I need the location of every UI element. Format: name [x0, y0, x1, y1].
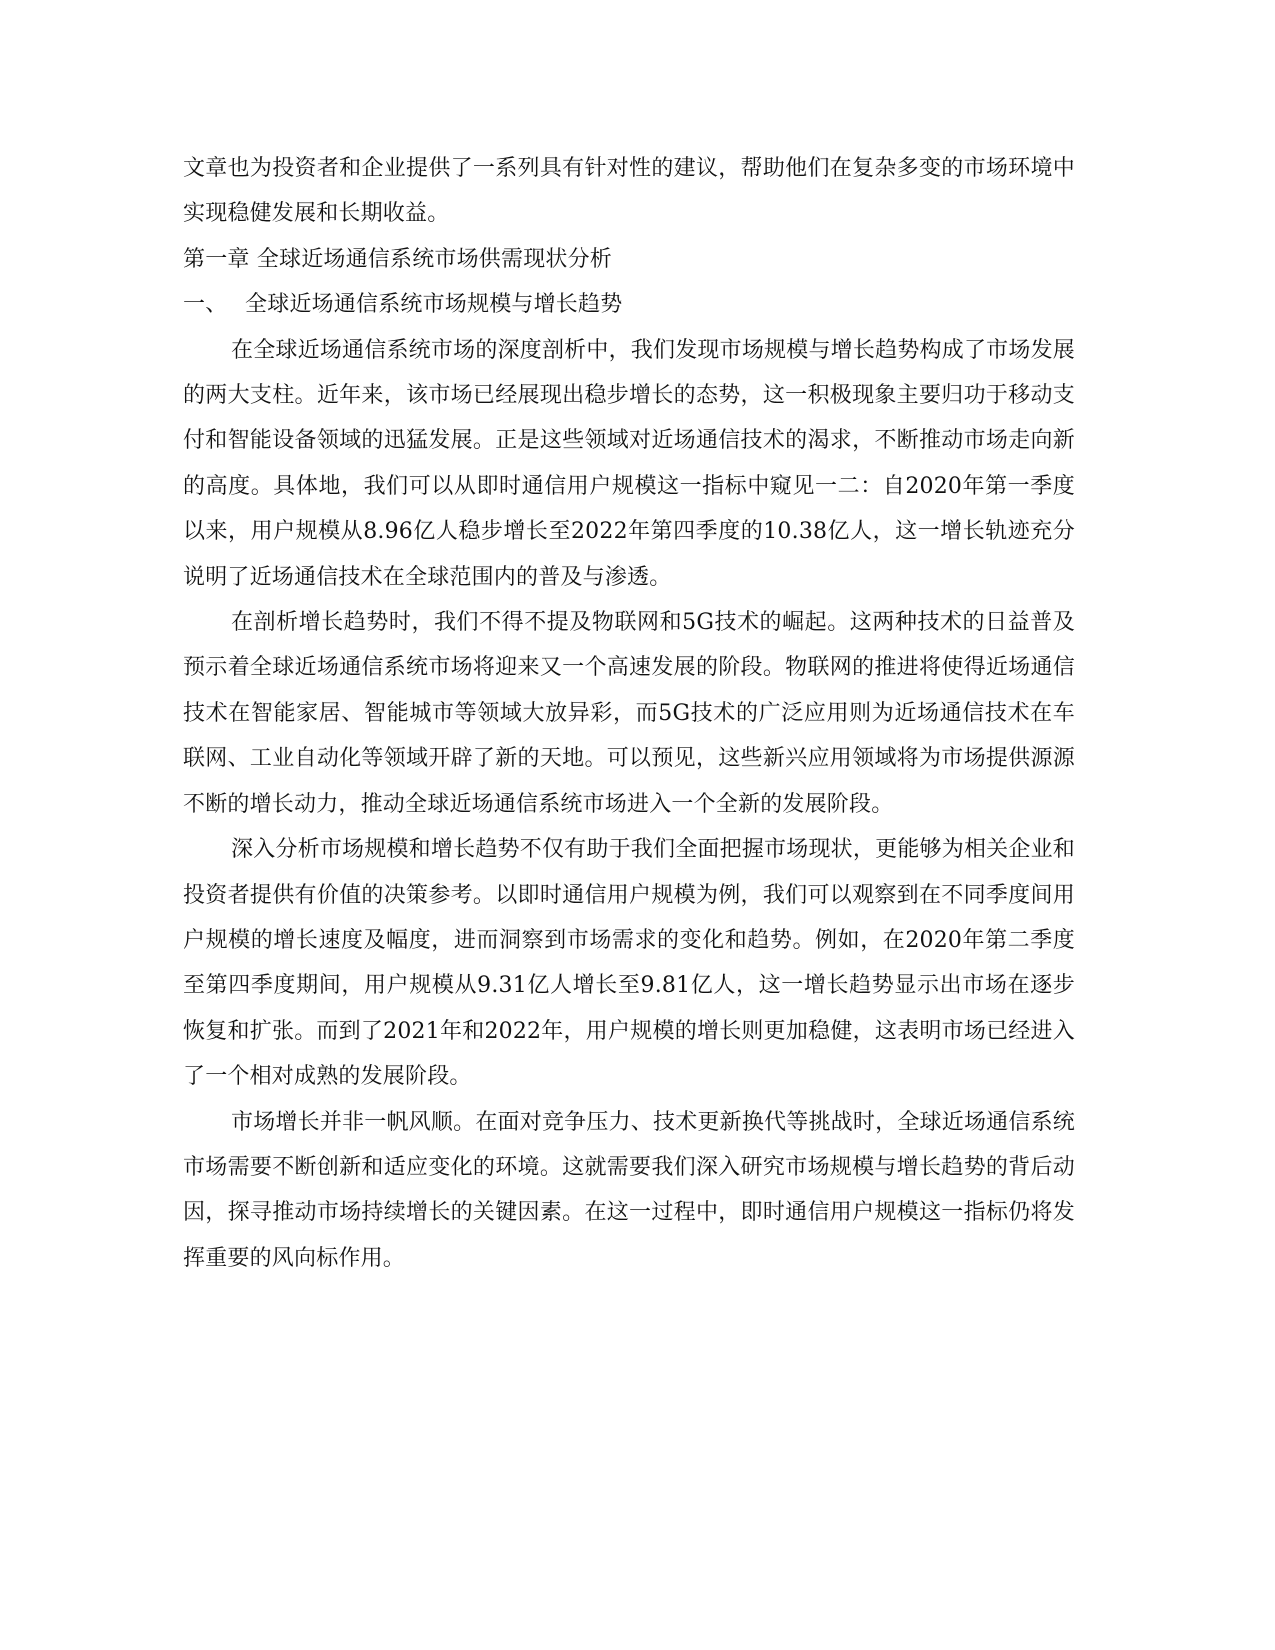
- chapter-title: 第一章 全球近场通信系统市场供需现状分析: [183, 246, 612, 272]
- section-heading: [183, 282, 1075, 327]
- paragraph-1: 在全球近场通信系统市场的深度剖析中，我们发现市场规模与增长趋势构成了市场发展的两大支柱。近年来，该市场已经展现出稳步增长的态势，这一积极现象主要归功于移动支付和智能设备领域的迅猛发展。正是这些领域对近场通信技术的渴求，不断推动市场走向新的高度。具体地，我们可以从即时通信用户规模这一指标中窥见一二：自2020年第一季度以来，用户规模从8.96亿人稳步增长至2022年第四季度的10.38亿人，这一增长轨迹充分说明了近场通信技术在全球范围内的普及与渗透。: [183, 337, 1075, 590]
- section-title: 全球近场通信系统市场规模与增长趋势: [245, 292, 623, 318]
- paragraph-3: 深入分析市场规模和增长趋势不仅有助于我们全面把握市场现状，更能够为相关企业和投资者提供有价值的决策参考。以即时通信用户规模为例，我们可以观察到在不同季度间用户规模的增长速度及幅度，进而洞察到市场需求的变化和趋势。例如，在2020年第二季度至第四季度期间，用户规模从9.31亿人增长至9.81亿人，这一增长趋势显示出市场在逐步恢复和扩张。而到了2021年和2022年，用户规模的增长则更加稳健，这表明市场已经进入了一个相对成熟的发展阶段。: [183, 837, 1075, 1090]
- section-number: 一、: [183, 292, 228, 318]
- document-page: [183, 146, 1075, 1281]
- intro-paragraph: 文章也为投资者和企业提供了一系列具有针对性的建议，帮助他们在复杂多变的市场环境中实现稳健发展和长期收益。: [183, 156, 1075, 227]
- paragraph-4: 市场增长并非一帆风顺。在面对竞争压力、技术更新换代等挑战时，全球近场通信系统市场需要不断创新和适应变化的环境。这就需要我们深入研究市场规模与增长趋势的背后动因，探寻推动市场持续增长的关键因素。在这一过程中，即时通信用户规模这一指标仍将发挥重要的风向标作用。: [183, 1109, 1075, 1271]
- paragraph-2: 在剖析增长趋势时，我们不得不提及物联网和5G技术的崛起。这两种技术的日益普及预示着全球近场通信系统市场将迎来又一个高速发展的阶段。物联网的推进将使得近场通信技术在智能家居、智能城市等领域大放异彩，而5G技术的广泛应用则为近场通信技术在车联网、工业自动化等领域开辟了新的天地。可以预见，这些新兴应用领域将为市场提供源源不断的增长动力，推动全球近场通信系统市场进入一个全新的发展阶段。: [183, 610, 1075, 817]
